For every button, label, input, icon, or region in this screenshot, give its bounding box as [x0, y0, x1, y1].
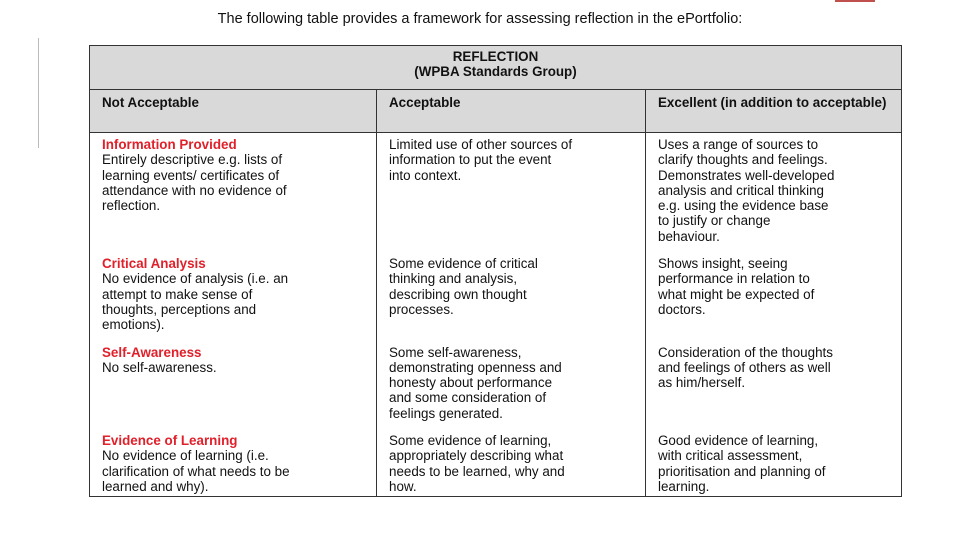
table-title-text: REFLECTION [452, 49, 539, 64]
criterion-label: Critical Analysis [102, 256, 206, 272]
cell-acceptable: Some self-awareness, demonstrating openness and honesty about performance and some consideration of feelings generated. [377, 345, 646, 433]
table-row [90, 345, 902, 433]
cell-excellent: Good evidence of learning, with critical assessment, prioritisation and planning of learning. [646, 433, 902, 497]
cell-not-acceptable [90, 256, 377, 344]
criterion-label: Self-Awareness [102, 344, 202, 360]
cell-acceptable: Some evidence of learning, appropriately describing what needs to be learned, why and how. [377, 433, 646, 497]
column-header-excellent: Excellent (in addition to acceptable) [646, 90, 902, 133]
cell-text: No evidence of analysis (i.e. an attempt to make sense of thoughts, perceptions and emotions). [102, 271, 289, 333]
red-accent-mark [835, 0, 875, 2]
cell-excellent: Consideration of the thoughts and feelings of others as well as him/herself. [646, 345, 902, 433]
cell-text: No evidence of learning (i.e. clarification of what needs to be learned and why). [102, 448, 290, 494]
criterion-label: Information Provided [102, 137, 237, 152]
column-header-not-acceptable: Not Acceptable [90, 90, 377, 133]
criterion-label: Evidence of Learning [102, 433, 238, 449]
cell-not-acceptable [90, 433, 377, 497]
column-header-row [90, 90, 902, 133]
column-header-acceptable: Acceptable [377, 90, 646, 133]
cell-acceptable: Limited use of other sources of information to put the event into context. [377, 133, 646, 257]
reflection-table [89, 45, 902, 497]
table-title [90, 46, 902, 90]
left-divider-line [38, 38, 39, 148]
cell-not-acceptable [90, 133, 377, 257]
table-row [90, 256, 902, 344]
cell-not-acceptable [90, 345, 377, 433]
table-subtitle-text: (WPBA Standards Group) [414, 64, 577, 80]
cell-acceptable: Some evidence of critical thinking and analysis, describing own thought processes. [377, 256, 646, 344]
table-row [90, 433, 902, 497]
cell-excellent: Shows insight, seeing performance in relation to what might be expected of doctors. [646, 256, 902, 344]
cell-excellent: Uses a range of sources to clarify thoughts and feelings. Demonstrates well-developed analysis and critical thinking e.g. using the evidence base to justify or change behaviour. [646, 133, 902, 257]
table-row [90, 133, 902, 257]
cell-text: No self-awareness. [102, 359, 217, 375]
intro-text: The following table provides a framework for assessing reflection in the ePortfolio: [217, 11, 743, 27]
cell-text: Entirely descriptive e.g. lists of learning events/ certificates of attendance with no evidence of reflection. [102, 152, 287, 214]
